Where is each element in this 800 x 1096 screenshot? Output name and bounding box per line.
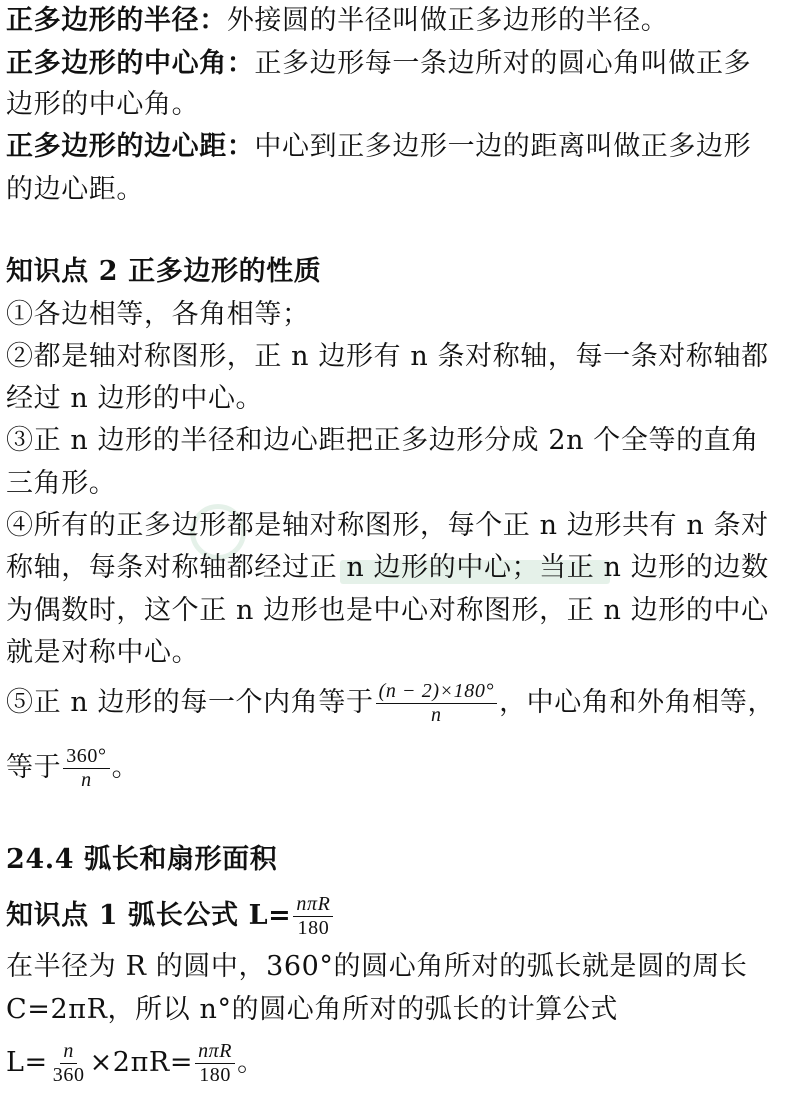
property-2-line-2: 经过 n 边形的中心。 [6, 383, 264, 414]
kp1-heading [6, 893, 335, 940]
def-apothem-cont-text: 的边心距。 [6, 174, 144, 205]
def-apothem-text: 中心到正多边形一边的距离叫做正多边形 [254, 131, 752, 162]
fraction-denominator: 360 [52, 1064, 85, 1086]
def-apothem-cont [6, 170, 144, 210]
property-4-line-2: 称轴，每条对称轴都经过正 n 边形的中心；当正 n 边形的边数 [6, 552, 769, 583]
def-central-angle-text: 正多边形每一条边所对的圆心角叫做正多 [254, 48, 752, 79]
property-5-line-2 [6, 745, 139, 792]
formula-lhs: L= [6, 1047, 48, 1078]
property-2-line-1: ②都是轴对称图形，正 n 边形有 n 条对称轴，每一条对称轴都 [6, 341, 769, 372]
fraction-numerator: nπR [195, 1040, 235, 1064]
central-angle-fraction [63, 745, 109, 792]
property-4-line-4: 就是对称中心。 [6, 637, 200, 668]
def-central-angle-cont-text: 边形的中心角。 [6, 89, 200, 120]
formula-middle: ×2πR= [89, 1047, 194, 1078]
def-radius-title: 正多边形的半径： [6, 5, 227, 36]
fraction-denominator: 180 [297, 917, 330, 939]
property-5-equals-text: 等于 [6, 752, 62, 783]
property-4-line-3: 为偶数时，这个正 n 边形也是中心对称图形，正 n 边形的中心 [6, 595, 769, 626]
kp2-heading: 知识点 2 正多边形的性质 [6, 256, 322, 287]
fraction-numerator: n [60, 1040, 77, 1064]
formula-fraction-1 [50, 1040, 88, 1087]
fraction-numerator: nπR [293, 893, 333, 917]
property-1: ①各边相等，各角相等； [6, 299, 310, 330]
kp1-heading-text: 知识点 1 弧长公式 L= [6, 900, 292, 931]
formula-end: 。 [237, 1047, 265, 1078]
arc-length-fraction [293, 893, 333, 940]
arc-formula [6, 1040, 265, 1087]
def-apothem [6, 127, 751, 167]
property-5-line-1 [6, 680, 775, 727]
arc-text-line-1: 在半径为 R 的圆中，360°的圆心角所对的弧长就是圆的周长 [6, 951, 748, 982]
interior-angle-fraction [376, 680, 498, 727]
fraction-denominator: n [431, 704, 442, 726]
property-5-text: ⑤正 n 边形的每一个内角等于 [6, 687, 374, 718]
property-3-line-1: ③正 n 边形的半径和边心距把正多边形分成 2n 个全等的直角 [6, 425, 759, 456]
def-apothem-title: 正多边形的边心距： [6, 131, 255, 162]
property-5-text-after: ，中心角和外角相等， [499, 687, 776, 718]
property-5-end: 。 [111, 752, 140, 783]
property-3-line-2: 三角形。 [6, 468, 117, 499]
def-central-angle-title: 正多边形的中心角： [6, 48, 255, 79]
section-heading: 24.4 弧长和扇形面积 [6, 844, 278, 875]
fraction-numerator: 360° [63, 745, 109, 769]
fraction-denominator: 180 [199, 1064, 231, 1086]
def-central-angle [6, 44, 751, 84]
def-central-angle-cont [6, 85, 199, 125]
arc-text-line-2: C=2πR，所以 n°的圆心角所对的弧长的计算公式 [6, 994, 619, 1025]
property-4-line-1: ④所有的正多边形都是轴对称图形，每个正 n 边形共有 n 条对 [6, 510, 769, 541]
def-radius [6, 1, 668, 41]
fraction-denominator: n [81, 769, 92, 791]
def-radius-text: 外接圆的半径叫做正多边形的半径。 [226, 5, 669, 36]
fraction-numerator: (n − 2)×180° [376, 680, 498, 704]
formula-fraction-2 [195, 1040, 235, 1087]
